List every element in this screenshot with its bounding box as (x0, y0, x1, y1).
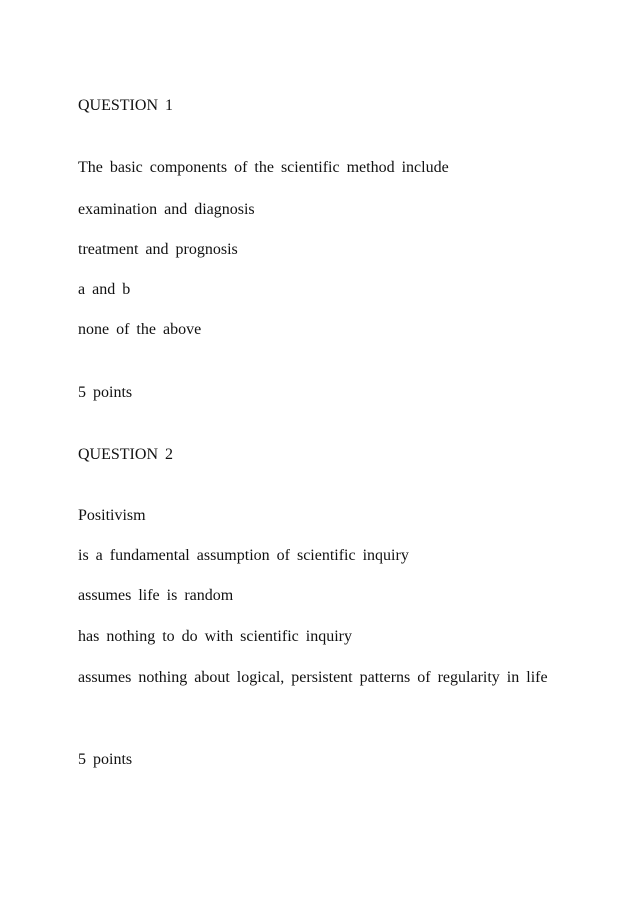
question-1-option-a: examination and diagnosis (78, 201, 255, 218)
question-2-option-d: assumes nothing about logical, persistent patterns of regularity in life (78, 669, 548, 686)
question-2-prompt: Positivism (78, 507, 146, 524)
question-1-option-b: treatment and prognosis (78, 241, 238, 258)
question-2-heading: QUESTION 2 (78, 446, 173, 463)
question-1-prompt: The basic components of the scientific method include (78, 159, 449, 176)
question-1-points: 5 points (78, 384, 133, 401)
question-2-option-b: assumes life is random (78, 587, 234, 604)
question-1-option-d: none of the above (78, 321, 202, 338)
question-2-option-c: has nothing to do with scientific inquiry (78, 628, 352, 645)
question-2-option-a: is a fundamental assumption of scientific inquiry (78, 547, 409, 564)
question-1-option-c: a and b (78, 281, 131, 298)
question-2-points: 5 points (78, 751, 133, 768)
question-1-heading: QUESTION 1 (78, 97, 173, 114)
